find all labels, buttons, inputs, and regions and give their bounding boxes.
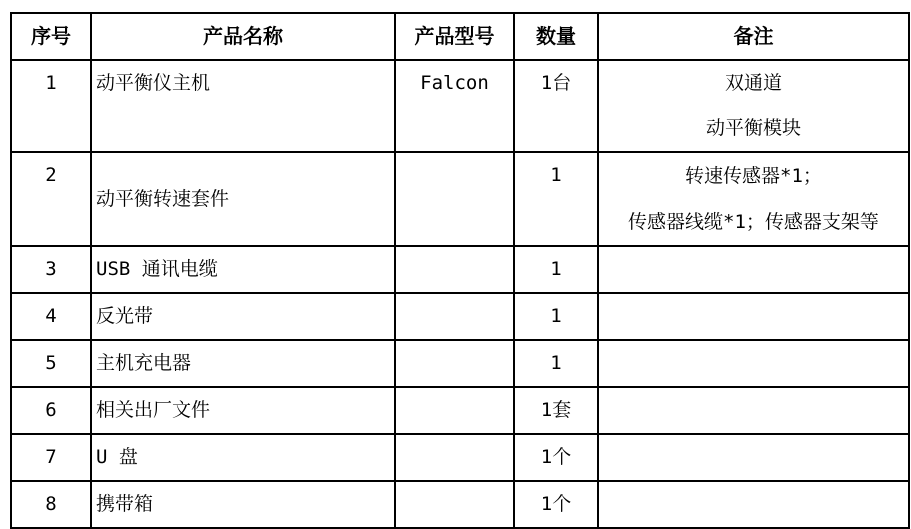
cell-qty: 1	[514, 246, 598, 293]
remark-line: 双通道	[724, 72, 782, 94]
cell-remark	[598, 340, 909, 387]
cell-qty: 1	[514, 293, 598, 340]
cell-remark	[598, 434, 909, 481]
cell-remark	[598, 387, 909, 434]
cell-qty: 1	[514, 340, 598, 387]
cell-qty: 1个	[514, 434, 598, 481]
cell-product-name: 相关出厂文件	[91, 387, 395, 434]
cell-model: Falcon	[395, 60, 514, 152]
column-header-qty: 数量	[514, 13, 598, 60]
table-row	[11, 293, 909, 340]
cell-product-name: 主机充电器	[91, 340, 395, 387]
column-header-no: 序号	[11, 13, 91, 60]
cell-no: 7	[11, 434, 91, 481]
cell-remark	[598, 293, 909, 340]
cell-no: 5	[11, 340, 91, 387]
table-row	[11, 481, 909, 528]
cell-product-name: U 盘	[91, 434, 395, 481]
product-table	[10, 12, 910, 529]
table-row	[11, 387, 909, 434]
table-row	[11, 60, 909, 152]
remark-line: 转速传感器*1；	[685, 165, 822, 187]
column-header-remark: 备注	[598, 13, 909, 60]
remark-line: 传感器线缆*1；传感器支架等	[628, 211, 879, 233]
table-row	[11, 246, 909, 293]
cell-model	[395, 387, 514, 434]
packing-list	[10, 12, 910, 529]
cell-product-name: USB 通讯电缆	[91, 246, 395, 293]
table-row	[11, 434, 909, 481]
cell-model	[395, 152, 514, 246]
cell-product-name: 携带箱	[91, 481, 395, 528]
cell-product-name: 反光带	[91, 293, 395, 340]
cell-qty: 1	[514, 152, 598, 246]
cell-no: 4	[11, 293, 91, 340]
column-header-model: 产品型号	[395, 13, 514, 60]
cell-product-name: 动平衡转速套件	[91, 152, 395, 246]
cell-qty: 1个	[514, 481, 598, 528]
cell-qty: 1台	[514, 60, 598, 152]
cell-remark	[598, 60, 909, 152]
cell-remark	[598, 152, 909, 246]
cell-model	[395, 293, 514, 340]
remark-line: 动平衡模块	[705, 117, 801, 139]
cell-no: 3	[11, 246, 91, 293]
cell-no: 8	[11, 481, 91, 528]
cell-no: 2	[11, 152, 91, 246]
column-header-name: 产品名称	[91, 13, 395, 60]
table-row	[11, 152, 909, 246]
cell-remark	[598, 246, 909, 293]
cell-no: 1	[11, 60, 91, 152]
table-row	[11, 340, 909, 387]
cell-model	[395, 481, 514, 528]
cell-product-name: 动平衡仪主机	[91, 60, 395, 152]
header-row	[11, 13, 909, 60]
cell-remark	[598, 481, 909, 528]
cell-model	[395, 246, 514, 293]
cell-no: 6	[11, 387, 91, 434]
cell-model	[395, 434, 514, 481]
cell-qty: 1套	[514, 387, 598, 434]
cell-model	[395, 340, 514, 387]
